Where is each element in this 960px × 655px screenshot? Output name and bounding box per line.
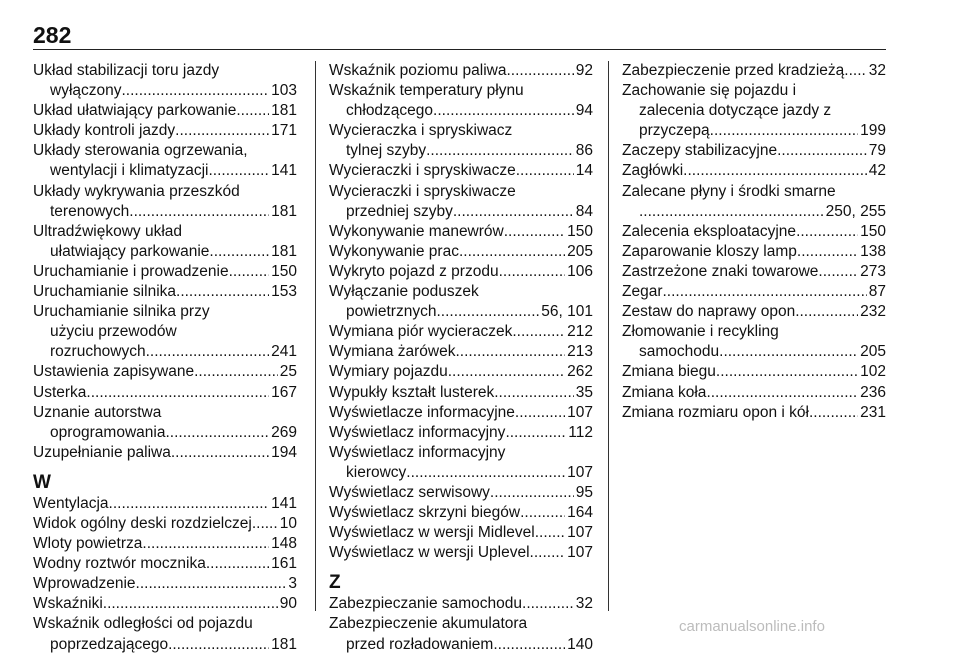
index-entry xyxy=(329,483,593,503)
dot-leader xyxy=(406,463,565,483)
index-page-ref[interactable]: 269 xyxy=(271,423,297,441)
dot-leader xyxy=(136,574,287,594)
index-entry-term: Wyświetlacz w wersji Uplevel xyxy=(329,544,530,562)
dot-leader xyxy=(710,121,858,141)
index-entry xyxy=(33,494,297,514)
index-entry xyxy=(622,222,886,242)
index-entry-term: rozruchowych xyxy=(50,343,146,361)
index-entry-term: Zegar xyxy=(622,283,663,301)
index-entry-term: Złomowanie i recykling xyxy=(622,323,779,341)
index-entry-term: Wymiana żarówek xyxy=(329,343,456,361)
index-entry-term: Uruchamianie silnika przy xyxy=(33,303,210,321)
index-entry-term: Usterka xyxy=(33,383,87,401)
index-entry xyxy=(33,554,297,574)
index-page-ref[interactable]: 35 xyxy=(575,383,593,401)
index-entry xyxy=(329,423,593,443)
index-entry-term: Układ ułatwiający parkowanie xyxy=(33,102,237,120)
index-entry xyxy=(622,161,886,181)
index-page-ref[interactable]: 103 xyxy=(271,82,297,100)
dot-leader xyxy=(795,302,858,322)
index-entry xyxy=(622,362,886,382)
dot-leader xyxy=(426,141,574,161)
index-entry xyxy=(329,362,593,382)
dot-leader xyxy=(448,362,565,382)
index-entry xyxy=(622,322,886,362)
index-entry xyxy=(33,182,297,222)
index-entry-term: Wskaźnik poziomu paliwa xyxy=(329,62,507,79)
index-page-ref[interactable]: 194 xyxy=(271,443,297,461)
dot-leader xyxy=(516,161,574,181)
index-entry-term: Wycieraczka i spryskiwacz xyxy=(329,122,513,140)
index-page-ref[interactable]: 232 xyxy=(860,303,886,321)
index-page-ref[interactable]: 32 xyxy=(575,595,593,613)
index-entry xyxy=(33,594,297,614)
index-page-ref[interactable]: 150 xyxy=(567,222,593,240)
index-page-ref[interactable]: 273 xyxy=(860,262,886,280)
index-entry-term: Uzupełnianie paliwa xyxy=(33,443,171,461)
dot-leader xyxy=(206,554,269,574)
index-entry-term: użyciu przewodów xyxy=(50,323,177,341)
index-entry xyxy=(329,222,593,242)
index-entry-term: Układy sterowania ogrzewania, xyxy=(33,142,248,160)
dot-leader xyxy=(165,423,269,443)
index-entry-term: Uruchamianie i prowadzenie xyxy=(33,262,229,280)
index-page-ref[interactable]: 86 xyxy=(575,142,593,160)
dot-leader xyxy=(86,383,269,403)
index-page-ref[interactable]: 205 xyxy=(860,343,886,361)
index-entry xyxy=(622,403,886,423)
dot-leader xyxy=(229,262,270,282)
index-entry-term: Wymiary pojazdu xyxy=(329,363,448,381)
index-page-ref[interactable]: 150 xyxy=(271,262,297,280)
index-page-ref[interactable]: 95 xyxy=(575,483,593,501)
dot-leader xyxy=(252,514,278,534)
dot-leader xyxy=(530,543,566,563)
dot-leader xyxy=(175,121,269,141)
dot-leader xyxy=(515,403,565,423)
index-entry xyxy=(622,182,886,222)
index-entry-term: Zaczepy stabilizacyjne xyxy=(622,142,778,160)
index-entry xyxy=(622,242,886,262)
index-entry xyxy=(33,302,297,362)
dot-leader xyxy=(171,443,269,463)
dot-leader xyxy=(505,423,566,443)
index-page-ref[interactable]: 107 xyxy=(567,463,593,481)
index-page-ref[interactable]: 84 xyxy=(575,202,593,220)
index-entry xyxy=(33,443,297,463)
watermark: carmanualsonline.info xyxy=(679,618,825,635)
index-entry xyxy=(33,61,297,101)
index-entry-term: Wycieraczki i spryskiwacze xyxy=(329,162,516,180)
dot-leader xyxy=(209,242,269,262)
dot-leader xyxy=(122,81,270,101)
index-page-ref[interactable]: 205 xyxy=(567,242,593,260)
index-entry-term: przed rozładowaniem xyxy=(346,635,494,653)
index-entry-term: Zastrzeżone znaki towarowe xyxy=(622,262,819,280)
index-entry xyxy=(33,222,297,262)
index-page-ref[interactable]: 87 xyxy=(868,283,886,301)
index-page-ref[interactable]: 138 xyxy=(860,242,886,260)
index-entry-term: tylnej szyby xyxy=(346,142,427,160)
index-entry-term: Zabezpieczanie samochodu xyxy=(329,595,523,613)
index-page-ref[interactable]: 161 xyxy=(271,555,297,573)
index-entry-term: Wyświetlacz serwisowy xyxy=(329,483,490,501)
index-page-ref[interactable]: 181 xyxy=(271,102,297,120)
index-entry xyxy=(329,403,593,423)
index-entry-term: Wyświetlacz skrzyni biegów xyxy=(329,504,521,522)
index-page-ref[interactable]: 25 xyxy=(279,363,297,381)
index-entry xyxy=(622,81,886,141)
index-entry-term: Wycieraczki i spryskiwacze xyxy=(329,182,516,200)
index-entry-term: Układ stabilizacji toru jazdy xyxy=(33,62,220,79)
index-entry xyxy=(622,141,886,161)
index-page-ref[interactable]: 171 xyxy=(271,122,297,140)
index-entry-term: Zabezpieczenie przed kradzieżą xyxy=(622,62,845,79)
index-entry-term: Zabezpieczenie akumulatora xyxy=(329,615,528,633)
index-page-ref[interactable]: 32 xyxy=(868,62,886,79)
index-entry-term: Uruchamianie silnika xyxy=(33,283,177,301)
dot-leader xyxy=(506,61,573,81)
dot-leader xyxy=(236,101,269,121)
index-page-ref[interactable]: 250, 255 xyxy=(825,202,886,220)
index-entry-term: samochodu xyxy=(639,343,720,361)
index-page-ref[interactable]: 42 xyxy=(868,162,886,180)
index-entry-term: wentylacji i klimatyzacji xyxy=(50,162,209,180)
index-page-ref[interactable]: 148 xyxy=(271,535,297,553)
index-entry-term: przyczepą xyxy=(639,122,710,140)
dot-leader xyxy=(683,161,867,181)
index-entry-term: Układy kontroli jazdy xyxy=(33,122,176,140)
index-entry-term: poprzedzającego xyxy=(50,635,169,653)
index-page-ref[interactable]: 140 xyxy=(567,635,593,653)
index-page-ref[interactable]: 181 xyxy=(271,202,297,220)
dot-leader xyxy=(459,242,565,262)
index-page-ref[interactable]: 10 xyxy=(279,514,297,532)
index-page-ref[interactable]: 150 xyxy=(860,222,886,240)
index-entry xyxy=(622,302,886,322)
index-entry xyxy=(622,262,886,282)
index-entry-term: Wyłączanie poduszek xyxy=(329,283,479,301)
index-page-ref[interactable]: 94 xyxy=(575,102,593,120)
dot-leader xyxy=(436,302,539,322)
dot-leader xyxy=(520,503,565,523)
header-rule xyxy=(33,49,886,50)
dot-leader xyxy=(719,342,858,362)
dot-leader xyxy=(168,635,269,655)
dot-leader xyxy=(844,61,866,81)
index-entry-term: Zmiana rozmiaru opon i kół xyxy=(622,403,809,421)
index-page-ref[interactable]: 107 xyxy=(567,544,593,562)
index-page-ref[interactable]: 167 xyxy=(271,383,297,401)
index-entry xyxy=(33,383,297,403)
index-page-ref[interactable]: 241 xyxy=(271,343,297,361)
index-entry-term: Wskaźnik temperatury płynu xyxy=(329,82,524,100)
index-entry-term: Zalecenia eksploatacyjne xyxy=(622,222,797,240)
dot-leader xyxy=(494,383,574,403)
index-entry-term: Uznanie autorstwa xyxy=(33,403,162,421)
index-entry xyxy=(33,574,297,594)
index-page-ref[interactable]: 14 xyxy=(575,162,593,180)
index-page-ref[interactable]: 199 xyxy=(860,122,886,140)
index-entry-term: Zachowanie się pojazdu i xyxy=(622,82,797,100)
index-entry-term: Wypukły kształt lusterek xyxy=(329,383,495,401)
index-entry xyxy=(329,121,593,161)
index-entry-term: Wloty powietrza xyxy=(33,535,143,553)
index-entry-term: oprogramowania xyxy=(50,423,166,441)
index-page-ref[interactable]: 102 xyxy=(860,363,886,381)
index-entry xyxy=(33,101,297,121)
page-number: 282 xyxy=(33,22,72,48)
index-entry-term: Zestaw do naprawy opon xyxy=(622,303,796,321)
index-entry xyxy=(329,81,593,121)
index-page-ref[interactable]: 153 xyxy=(271,283,297,301)
index-page-ref[interactable]: 181 xyxy=(271,242,297,260)
index-page-ref[interactable]: 213 xyxy=(567,343,593,361)
dot-leader xyxy=(818,262,858,282)
index-entry-term: Wykonywanie manewrów xyxy=(329,222,504,240)
index-page-ref[interactable]: 92 xyxy=(575,62,593,79)
dot-leader xyxy=(490,483,574,503)
index-entry-term: ułatwiający parkowanie xyxy=(50,242,210,260)
index-entry xyxy=(329,523,593,543)
dot-leader xyxy=(512,322,565,342)
index-entry-term: Zalecane płyny i środki smarne xyxy=(622,182,836,200)
index-entry xyxy=(33,362,297,382)
dot-leader xyxy=(194,362,278,382)
index-entry-term: chłodzącego xyxy=(346,102,434,120)
index-entry xyxy=(33,141,297,181)
index-page-ref[interactable]: 236 xyxy=(860,383,886,401)
dot-leader xyxy=(142,534,269,554)
index-entry-term: Ultradźwiękowy układ xyxy=(33,222,183,240)
index-entry xyxy=(329,443,593,483)
index-entry-term: Wodny roztwór mocznika xyxy=(33,555,206,573)
index-entry-term: Zagłówki xyxy=(622,162,684,180)
index-entry xyxy=(329,594,593,614)
index-column-1 xyxy=(33,61,297,655)
index-entry-term: Wyświetlacz w wersji Midlevel xyxy=(329,524,535,542)
index-entry-term: Widok ogólny deski rozdzielczej xyxy=(33,514,252,532)
dot-leader xyxy=(208,161,269,181)
index-page-ref[interactable]: 181 xyxy=(271,635,297,653)
index-entry xyxy=(33,403,297,443)
index-entry-term: Zmiana biegu xyxy=(622,363,716,381)
index-entry-term: Układy wykrywania przeszkód xyxy=(33,182,240,200)
index-entry-term: Wykryto pojazd z przodu xyxy=(329,262,499,280)
index-entry xyxy=(33,262,297,282)
column-separator xyxy=(608,61,609,611)
index-entry-term: Wentylacja xyxy=(33,494,109,512)
dot-leader xyxy=(453,202,574,222)
index-entry-term: przedniej szyby xyxy=(346,202,453,220)
index-page-ref[interactable]: 56, 101 xyxy=(541,303,593,321)
index-entry xyxy=(33,534,297,554)
index-entry-term: Wyświetlacz informacyjny xyxy=(329,443,506,461)
index-entry xyxy=(33,121,297,141)
dot-leader xyxy=(796,222,858,242)
index-entry xyxy=(329,61,593,81)
index-entry-term: Ustawienia zapisywane xyxy=(33,363,195,381)
dot-leader xyxy=(109,494,270,514)
index-entry xyxy=(329,322,593,342)
index-entry-term: kierowcy xyxy=(346,463,407,481)
index-section-letter: W xyxy=(33,471,51,493)
index-page-ref[interactable]: 112 xyxy=(568,423,593,441)
dot-leader xyxy=(146,342,270,362)
index-page-ref[interactable]: 141 xyxy=(271,162,297,180)
index-entry xyxy=(329,282,593,322)
index-entry xyxy=(622,61,886,81)
dot-leader xyxy=(797,242,858,262)
dot-leader xyxy=(706,383,858,403)
dot-leader xyxy=(777,141,867,161)
index-page-ref[interactable]: 107 xyxy=(567,403,593,421)
index-page-ref[interactable]: 231 xyxy=(860,403,886,421)
index-column-2 xyxy=(329,61,593,655)
index-entry xyxy=(622,383,886,403)
index-entry xyxy=(622,282,886,302)
dot-leader xyxy=(129,202,269,222)
index-page-ref[interactable]: 107 xyxy=(567,524,593,542)
dot-leader xyxy=(522,594,574,614)
index-entry-term: Wskaźniki xyxy=(33,595,103,613)
index-entry-term: Wskaźnik odległości od pojazdu xyxy=(33,615,253,633)
index-entry xyxy=(329,182,593,222)
index-column-3 xyxy=(622,61,886,423)
index-entry xyxy=(329,262,593,282)
dot-leader xyxy=(716,362,858,382)
dot-leader xyxy=(809,403,858,423)
dot-leader xyxy=(639,202,824,222)
index-page-ref[interactable]: 90 xyxy=(279,595,297,613)
dot-leader xyxy=(176,282,269,302)
index-entry-term: Zaparowanie kloszy lamp xyxy=(622,242,797,260)
index-entry-term: zalecenia dotyczące jazdy z xyxy=(639,102,832,120)
dot-leader xyxy=(663,282,867,302)
dot-leader xyxy=(433,101,574,121)
index-page-ref[interactable]: 212 xyxy=(567,323,593,341)
dot-leader xyxy=(535,523,565,543)
index-entry-term: Zmiana koła xyxy=(622,383,707,401)
index-page-ref[interactable]: 106 xyxy=(567,262,593,280)
index-entry-term: Wyświetlacz informacyjny xyxy=(329,423,506,441)
dot-leader xyxy=(103,594,278,614)
index-entry xyxy=(329,543,593,563)
index-page-ref[interactable]: 79 xyxy=(868,142,886,160)
index-entry xyxy=(329,161,593,181)
index-section-letter: Z xyxy=(329,572,341,594)
index-entry-term: Wykonywanie prac xyxy=(329,242,459,260)
index-entry-term: Wymiana piór wycieraczek xyxy=(329,323,513,341)
index-entry xyxy=(33,282,297,302)
dot-leader xyxy=(493,635,565,655)
index-entry-term: Wprowadzenie xyxy=(33,575,136,593)
index-page-ref[interactable]: 3 xyxy=(288,575,297,593)
dot-leader xyxy=(504,222,565,242)
index-entry xyxy=(33,514,297,534)
index-entry xyxy=(329,242,593,262)
column-separator xyxy=(315,61,316,611)
index-page-ref[interactable]: 262 xyxy=(567,363,593,381)
index-entry-term: powietrznych xyxy=(346,303,437,321)
index-page-ref[interactable]: 164 xyxy=(567,504,593,522)
index-entry xyxy=(329,342,593,362)
index-entry-term: wyłączony xyxy=(50,82,122,100)
index-entry xyxy=(329,383,593,403)
dot-leader xyxy=(455,342,565,362)
index-entry xyxy=(329,614,593,654)
index-entry-term: terenowych xyxy=(50,202,130,220)
index-page-ref[interactable]: 141 xyxy=(271,494,297,512)
index-entry xyxy=(33,614,297,654)
index-entry xyxy=(329,503,593,523)
dot-leader xyxy=(499,262,566,282)
index-entry-term: Wyświetlacze informacyjne xyxy=(329,403,515,421)
